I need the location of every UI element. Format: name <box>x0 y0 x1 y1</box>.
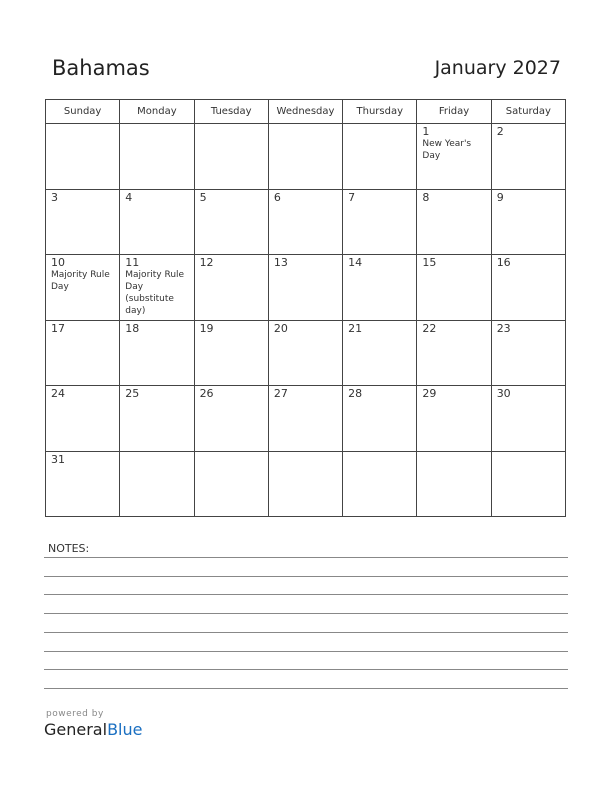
day-number: 28 <box>348 387 363 400</box>
day-cell <box>194 320 268 386</box>
weekday-header-row <box>46 100 566 124</box>
holiday-label: New Year's Day <box>422 139 472 161</box>
day-cell <box>491 255 565 321</box>
day-number: 12 <box>199 256 214 269</box>
day-number: 1 <box>422 125 430 138</box>
day-cell <box>194 189 268 255</box>
day-number: 5 <box>199 190 207 204</box>
note-line <box>44 651 568 652</box>
day-cell <box>268 124 342 190</box>
powered-by-text: powered by <box>46 709 104 719</box>
day-number: 25 <box>125 387 140 400</box>
day-cell <box>417 124 491 190</box>
day-cell <box>120 451 194 517</box>
note-line <box>44 688 568 689</box>
day-number: 6 <box>273 190 281 204</box>
day-cell <box>417 255 491 321</box>
day-number: 22 <box>422 321 437 335</box>
day-number: 8 <box>422 190 430 204</box>
day-cell <box>417 386 491 452</box>
day-number: 26 <box>199 387 214 400</box>
day-cell <box>46 255 120 321</box>
day-cell <box>120 320 194 386</box>
day-cell <box>268 255 342 321</box>
day-number: 3 <box>51 190 58 204</box>
day-cell <box>343 386 417 452</box>
day-cell <box>268 451 342 517</box>
day-cell <box>491 451 565 517</box>
note-line <box>44 576 568 577</box>
week-row <box>46 124 566 190</box>
day-cell <box>343 451 417 517</box>
day-number: 21 <box>348 321 363 335</box>
day-cell <box>120 189 194 255</box>
weekday-header: Tuesday <box>194 100 268 124</box>
day-number: 15 <box>422 256 437 269</box>
calendar-country-title: Bahamas <box>52 56 150 80</box>
day-number: 2 <box>496 125 504 138</box>
day-number: 30 <box>496 387 511 400</box>
day-cell <box>417 320 491 386</box>
day-cell <box>491 124 565 190</box>
week-row <box>46 189 566 255</box>
day-number: 20 <box>273 321 288 335</box>
day-cell <box>194 386 268 452</box>
day-cell <box>268 189 342 255</box>
day-cell <box>46 320 120 386</box>
notes-label: NOTES: <box>48 542 90 555</box>
weekday-header: Thursday <box>343 100 417 124</box>
day-cell <box>46 189 120 255</box>
week-row <box>46 320 566 386</box>
day-cell <box>46 451 120 517</box>
day-cell <box>417 189 491 255</box>
day-number: 19 <box>199 321 214 335</box>
day-cell <box>120 124 194 190</box>
day-number: 29 <box>422 387 437 400</box>
week-row <box>46 386 566 452</box>
note-line <box>44 632 568 633</box>
day-number: 7 <box>348 190 356 204</box>
calendar-month-title: January 2027 <box>434 57 561 79</box>
day-number: 14 <box>348 256 363 269</box>
day-cell <box>194 255 268 321</box>
holiday-label: Majority Rule Day (substitute day) <box>125 270 185 316</box>
weekday-header: Friday <box>417 100 491 124</box>
day-number: 4 <box>125 190 133 204</box>
day-number: 27 <box>273 387 288 400</box>
weekday-header: Monday <box>120 100 194 124</box>
day-number: 17 <box>51 321 65 335</box>
day-number: 16 <box>496 256 511 269</box>
note-line <box>44 613 568 614</box>
day-cell <box>194 124 268 190</box>
day-cell <box>343 189 417 255</box>
day-cell <box>343 255 417 321</box>
note-line <box>44 594 568 595</box>
note-line <box>44 557 568 558</box>
day-number: 31 <box>51 452 65 466</box>
day-cell <box>268 386 342 452</box>
day-cell <box>491 189 565 255</box>
day-number: 23 <box>496 321 511 335</box>
day-cell <box>120 386 194 452</box>
weekday-header: Sunday <box>46 100 120 124</box>
day-number: 24 <box>51 387 65 400</box>
note-line <box>44 669 568 670</box>
day-number: 9 <box>496 190 504 204</box>
day-cell <box>268 320 342 386</box>
day-cell <box>491 320 565 386</box>
weekday-header: Wednesday <box>268 100 342 124</box>
day-cell <box>491 386 565 452</box>
holiday-label: Majority Rule Day <box>51 270 110 292</box>
day-cell <box>194 451 268 517</box>
week-row <box>46 451 566 517</box>
generalblue-logo[interactable] <box>44 720 142 739</box>
day-cell <box>46 386 120 452</box>
day-cell <box>120 255 194 321</box>
day-number: 18 <box>125 321 140 335</box>
week-row <box>46 255 566 321</box>
day-number: 13 <box>273 256 288 269</box>
weekday-header: Saturday <box>491 100 565 124</box>
logo-text-blue: Blue <box>107 720 143 739</box>
day-cell <box>46 124 120 190</box>
logo-text-general: General <box>44 720 108 739</box>
day-number: 11 <box>125 256 140 269</box>
calendar-grid <box>45 99 566 517</box>
day-cell <box>343 124 417 190</box>
day-cell <box>343 320 417 386</box>
day-number: 10 <box>51 256 65 269</box>
day-cell <box>417 451 491 517</box>
